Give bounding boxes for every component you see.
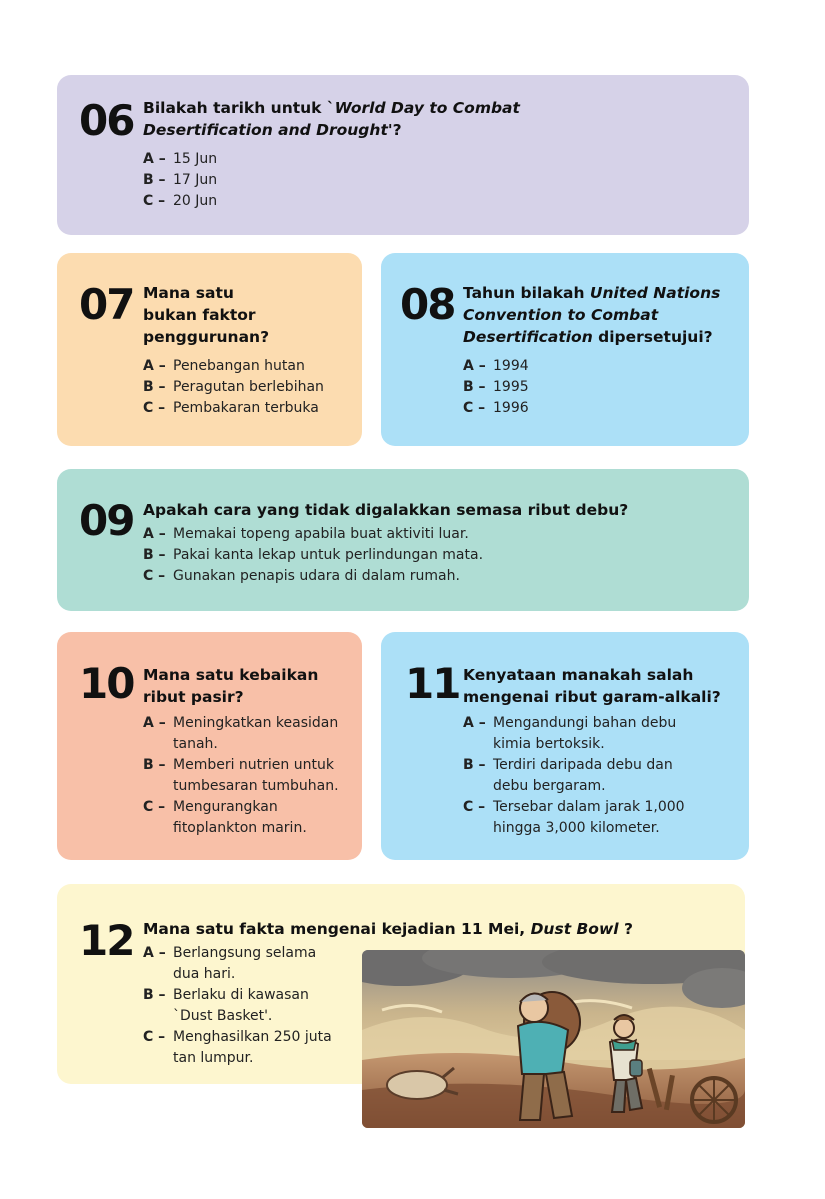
question-text: Tahun bilakah United Nations Convention to Combat Desertification dipersetujui? (463, 284, 721, 346)
question-number: 11 (405, 659, 460, 708)
question-number: 07 (79, 280, 134, 329)
question-text: Bilakah tarikh untuk `World Day to Combat Desertification and Drought'? (143, 99, 520, 139)
question-text: Mana satu kebaikan ribut pasir? (143, 666, 319, 706)
answer-options (143, 713, 348, 839)
option-c[interactable]: C – Menghasilkan 250 juta tan lumpur. (143, 1029, 332, 1066)
question-card-07 (57, 253, 362, 446)
option-b[interactable]: B – 1995 (463, 379, 529, 395)
question-text: Kenyataan manakah salah mengenai ribut garam-alkali? (463, 666, 721, 706)
answer-options (143, 943, 338, 1069)
option-a[interactable]: A – Mengandungi bahan debu kimia bertoksik. (463, 715, 677, 752)
option-c[interactable]: C – 20 Jun (143, 193, 218, 209)
illustration-svg (362, 950, 745, 1128)
question-number: 10 (79, 659, 134, 708)
question-card-08 (381, 253, 749, 446)
question-number: 06 (79, 96, 134, 145)
question-number: 12 (79, 916, 134, 965)
option-a[interactable]: A – 1994 (463, 358, 529, 374)
answer-options (463, 713, 693, 839)
option-b[interactable]: B – Pakai kanta lekap untuk perlindungan mata. (143, 547, 484, 563)
option-b[interactable]: B – Memberi nutrien untuk tumbesaran tumbuhan. (143, 757, 339, 794)
option-b[interactable]: B – Terdiri daripada debu dan debu bergaram. (463, 757, 673, 794)
question-text: Mana satu fakta mengenai kejadian 11 Mei, Dust Bowl ? (143, 920, 633, 938)
option-a[interactable]: A – Memakai topeng apabila buat aktiviti luar. (143, 526, 469, 542)
question-card-11 (381, 632, 749, 860)
option-c[interactable]: C – 1996 (463, 400, 529, 416)
answer-options (143, 356, 353, 419)
question-card-10 (57, 632, 362, 860)
answer-options (143, 524, 723, 587)
answer-options (143, 149, 703, 212)
option-a[interactable]: A – Meningkatkan keasidan tanah. (143, 715, 339, 752)
option-c[interactable]: C – Mengurangkan fitoplankton marin. (143, 799, 307, 836)
question-number: 09 (79, 496, 134, 545)
question-text: Apakah cara yang tidak digalakkan semasa ribut debu? (143, 501, 629, 519)
option-a[interactable]: A – Penebangan hutan (143, 358, 305, 374)
option-c[interactable]: C – Pembakaran terbuka (143, 400, 319, 416)
option-a[interactable]: A – Berlangsung selama dua hari. (143, 945, 317, 982)
option-b[interactable]: B – Berlaku di kawasan `Dust Basket'. (143, 987, 309, 1024)
question-number: 08 (400, 280, 455, 329)
option-b[interactable]: B – 17 Jun (143, 172, 218, 188)
option-b[interactable]: B – Peragutan berlebihan (143, 379, 324, 395)
option-c[interactable]: C – Tersebar dalam jarak 1,000 hingga 3,000 kilometer. (463, 799, 685, 836)
question-card-06 (57, 75, 749, 235)
option-c[interactable]: C – Gunakan penapis udara di dalam rumah. (143, 568, 460, 584)
option-a[interactable]: A – 15 Jun (143, 151, 218, 167)
question-text: Mana satu bukan faktor penggurunan? (143, 284, 270, 346)
answer-options (463, 356, 723, 419)
question-card-09 (57, 469, 749, 611)
dust-storm-travellers-illustration (362, 950, 745, 1128)
